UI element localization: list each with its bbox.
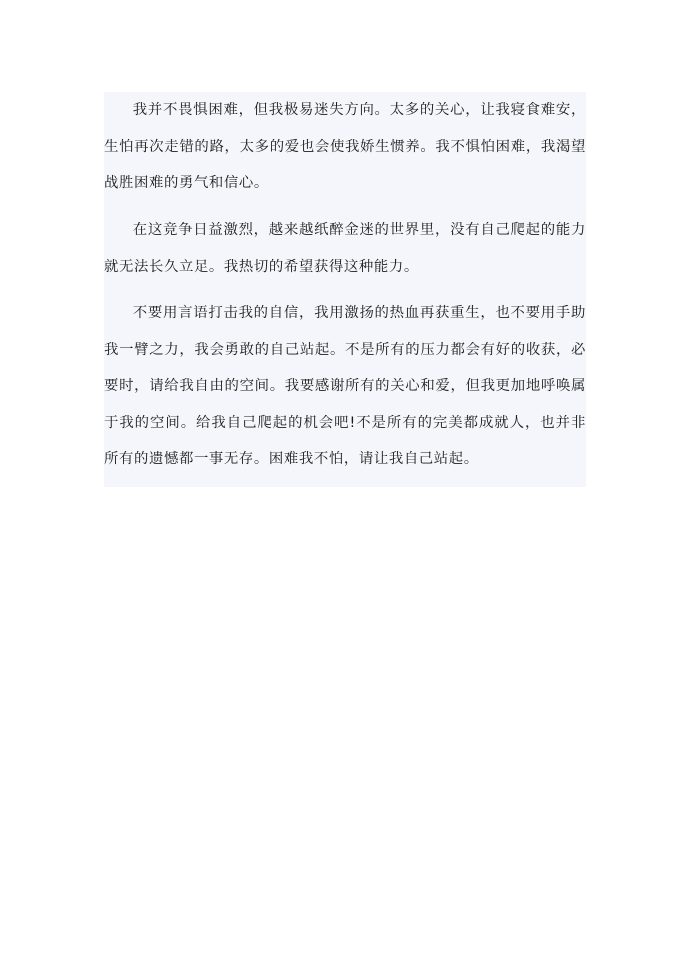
text-block	[104, 92, 586, 487]
paragraph-3: 不要用言语打击我的自信，我用激扬的热血再获重生，也不要用手助我一臂之力，我会勇敢的自己站起。不是所有的压力都会有好的收获，必要时，请给我自由的空间。我要感谢所有的关心和爱，但我更加地呼唤属于我的空间。给我自己爬起的机会吧!不是所有的完美都成就人，也并非所有的遗憾都一事无存。困难我不怕，请让我自己站起。	[104, 305, 586, 467]
paragraph-2: 在这竞争日益激烈，越来越纸醉金迷的世界里，没有自己爬起的能力就无法长久立足。我热切的希望获得这种能力。	[104, 222, 586, 275]
paragraph-1: 我并不畏惧困难，但我极易迷失方向。太多的关心，让我寝食难安，生怕再次走错的路，太多的爱也会使我娇生惯养。我不惧怕困难，我渴望战胜困难的勇气和信心。	[104, 102, 586, 191]
